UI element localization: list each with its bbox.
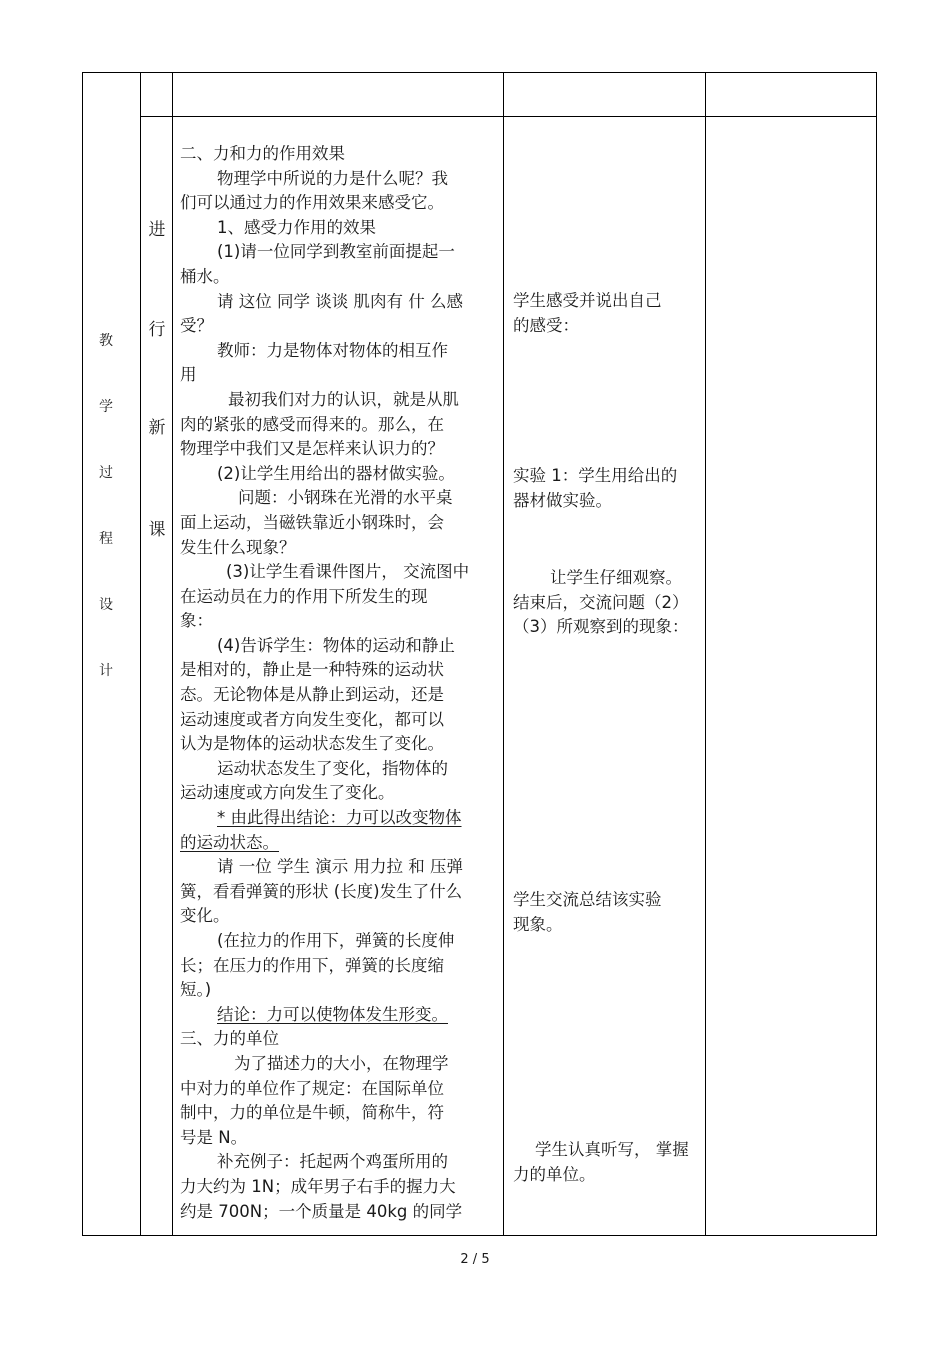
text-line: 在运动员在力的作用下所发生的现 (180, 586, 428, 606)
table-border-right (876, 72, 877, 1235)
text-line: 问题：小钢珠在光滑的水平桌 (238, 488, 453, 508)
text-line: 短。) (180, 980, 212, 1000)
text-line: 运动速度或者方向发生变化，都可以 (180, 709, 444, 729)
student-line: 学生感受并说出自己 (513, 291, 662, 310)
text-line: 肉的紧张的感受而得来的。那么，在 (180, 414, 444, 434)
heading: 二、力和力的作用效果 (180, 144, 345, 163)
text-line: 长；在压力的作用下，弹簧的长度缩 (180, 955, 444, 975)
table-divider-1 (140, 72, 141, 1235)
left-label-char: 学 (99, 399, 113, 415)
section-label-char: 进 (148, 220, 166, 240)
text-line: (4)告诉学生：物体的运动和静止 (217, 635, 455, 655)
subheading: 1、感受力作用的效果 (217, 217, 376, 237)
text-line: 中对力的单位作了规定：在国际单位 (180, 1078, 444, 1098)
conclusion-line: 的运动状态。 (180, 832, 279, 852)
student-block-2 (513, 464, 703, 513)
student-line: 实验 1：学生用给出的 (513, 466, 678, 485)
text-line: (2)让学生用给出的器材做实验。 (217, 463, 455, 483)
student-line: 学生认真听写， 掌握 (535, 1140, 689, 1159)
text-line: 认为是物体的运动状态发生了变化。 (180, 734, 444, 754)
text-line: 为了描述力的大小，在物理学 (234, 1053, 449, 1073)
student-line: 现象。 (513, 914, 563, 934)
left-label-char: 计 (99, 663, 113, 679)
text-line: 运动状态发生了变化，指物体的 (217, 758, 448, 778)
left-label-char: 教 (99, 333, 113, 349)
table-border-bottom (82, 1235, 877, 1236)
section-label-char: 新 (148, 418, 166, 438)
text-line: 面上运动，当磁铁靠近小钢珠时，会 (180, 512, 444, 532)
student-block-5 (513, 1138, 703, 1187)
student-block-1 (513, 289, 703, 338)
text-line: 象： (180, 611, 213, 631)
student-block-4 (513, 888, 703, 937)
table-divider-2 (172, 72, 173, 1235)
student-line: 力的单位。 (513, 1164, 596, 1184)
text-line: 物理学中我们又是怎样来认识力的？ (180, 439, 444, 459)
text-line: 桶水。 (180, 266, 230, 286)
section-label-char: 行 (148, 320, 166, 340)
text-line: 是相对的，静止是一种特殊的运动状 (180, 660, 444, 680)
student-block-3 (513, 566, 703, 640)
text-line: 受？ (180, 316, 213, 336)
text-line: (1)请一位同学到教室前面提起一 (217, 242, 455, 262)
section-label-char: 课 (148, 520, 166, 540)
text-line: 运动速度或方向发生了变化。 (180, 783, 395, 803)
text-line: 最初我们对力的认识，就是从肌 (228, 389, 459, 409)
table-divider-4 (705, 72, 706, 1235)
student-line: （3）所观察到的现象： (513, 617, 689, 637)
table-divider-3 (503, 72, 504, 1235)
student-line: 结束后，交流问题（2） (513, 592, 689, 612)
table-border-left (82, 72, 83, 1235)
table-row-divider (140, 116, 877, 117)
page-number: 2 / 5 (460, 1252, 490, 1267)
left-label-char: 程 (99, 531, 113, 547)
text-line: 物理学中所说的力是什么呢？我 (217, 168, 448, 188)
text-line: 发生什么现象？ (180, 537, 296, 557)
student-line: 的感受： (513, 315, 579, 335)
heading: 三、力的单位 (180, 1029, 279, 1049)
text-line: 号是 N。 (180, 1127, 248, 1147)
text-line: 补充例子：托起两个鸡蛋所用的 (217, 1152, 448, 1172)
text-line: 用 (180, 365, 197, 385)
text-line: 变化。 (180, 906, 230, 926)
text-line: 簧，看看弹簧的形状 (长度)发生了什么 (180, 881, 463, 901)
text-line: 约是 700N；一个质量是 40kg 的同学 (180, 1201, 463, 1221)
student-line: 让学生仔细观察。 (550, 568, 682, 587)
text-line: 态。无论物体是从静止到运动，还是 (180, 685, 444, 705)
text-line: 请 一位 学生 演示 用力拉 和 压弹 (217, 857, 463, 877)
conclusion-line: 结论：力可以使物体发生形变。 (217, 1004, 448, 1024)
text-line: 们可以通过力的作用效果来感受它。 (180, 193, 444, 213)
table-border-top (82, 72, 877, 73)
text-line: 请 这位 同学 谈谈 肌肉有 什 么感 (217, 291, 463, 311)
text-line: (在拉力的作用下，弹簧的长度伸 (217, 931, 455, 950)
student-line: 学生交流总结该实验 (513, 890, 662, 909)
text-line: (3)让学生看课件图片， 交流图中 (226, 562, 470, 582)
text-line: 教师：力是物体对物体的相互作 (217, 340, 448, 360)
text-line: 力大约为 1N；成年男子右手的握力大 (180, 1176, 456, 1196)
left-label-char: 过 (99, 465, 113, 481)
text-line: 制中，力的单位是牛顿，简称牛，符 (180, 1103, 444, 1123)
conclusion-line: * 由此得出结论：力可以改变物体 (217, 808, 462, 828)
left-label-char: 设 (99, 597, 113, 613)
student-line: 器材做实验。 (513, 490, 612, 510)
teacher-content (180, 142, 500, 1224)
